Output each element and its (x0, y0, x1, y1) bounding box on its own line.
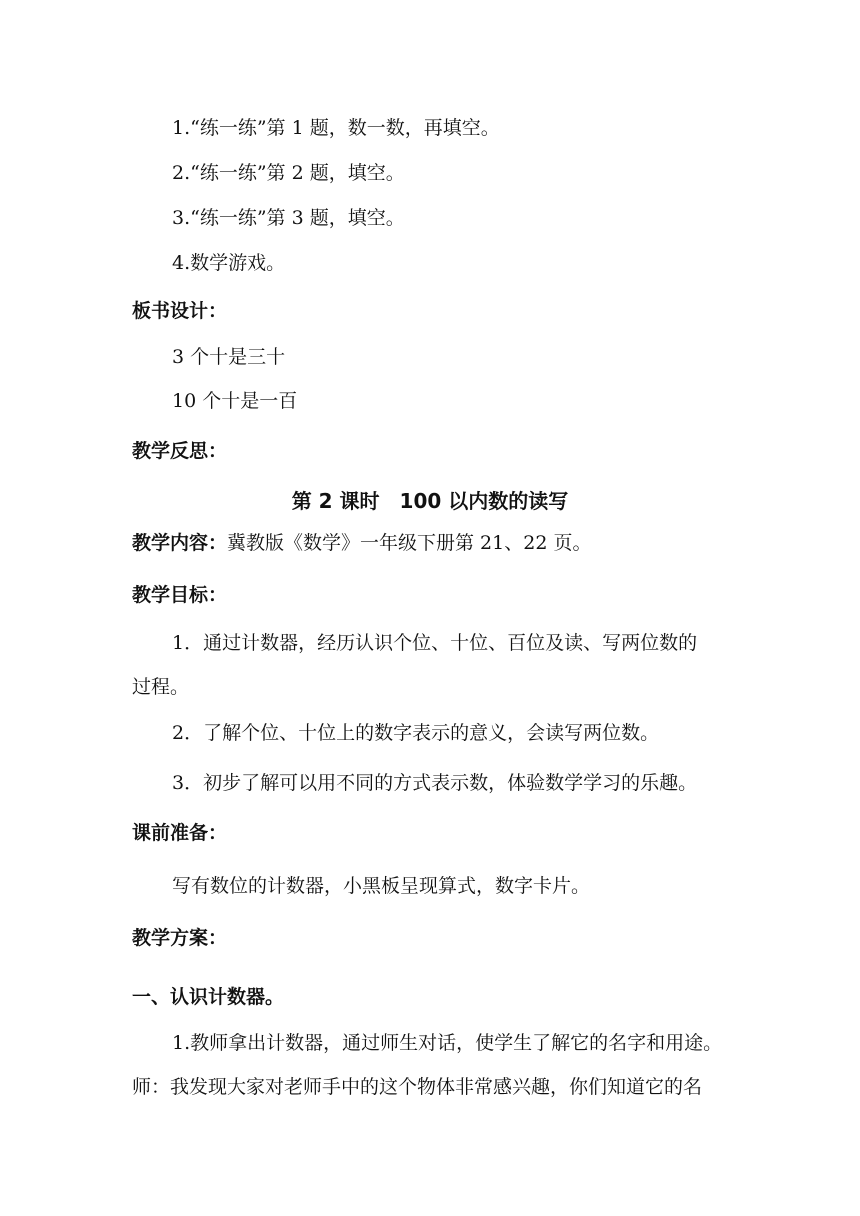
prep-text: 写有数位的计数器，小黑板呈现算式，数字卡片。 (172, 875, 591, 897)
content-text: 冀教版《数学》一年级下册第 21、22 页。 (227, 532, 592, 554)
reflection-heading: 教学反思： (132, 440, 228, 462)
plan-heading: 教学方案： (132, 927, 228, 949)
section-1-heading: 一、认识计数器。 (132, 986, 285, 1008)
section-1-line-2: 师：我发现大家对老师手中的这个物体非常感兴趣，你们知道它的名 (132, 1076, 703, 1098)
practice-item-1: 1.“练一练”第 1 题，数一数，再填空。 (172, 117, 500, 139)
goals-heading: 教学目标： (132, 584, 228, 606)
practice-item-2: 2.“练一练”第 2 题，填空。 (172, 162, 405, 184)
goal-3: 3．初步了解可以用不同的方式表示数，体验数学学习的乐趣。 (172, 772, 698, 794)
goal-1-line-1: 1．通过计数器，经历认识个位、十位、百位及读、写两位数的 (172, 632, 698, 654)
board-design-heading: 板书设计： (132, 300, 228, 322)
prep-heading: 课前准备： (132, 822, 228, 844)
practice-item-4: 4.数学游戏。 (172, 252, 286, 274)
section-1-line-1: 1.教师拿出计数器，通过师生对话，使学生了解它的名字和用途。 (172, 1032, 723, 1054)
lesson-title: 第 2 课时 100 以内数的读写 (291, 489, 569, 513)
board-line-1: 3 个十是三十 (172, 346, 286, 368)
board-line-2: 10 个十是一百 (172, 390, 298, 412)
practice-item-3: 3.“练一练”第 3 题，填空。 (172, 207, 405, 229)
goal-2: 2．了解个位、十位上的数字表示的意义，会读写两位数。 (172, 722, 660, 744)
goal-1-line-2: 过程。 (132, 676, 190, 698)
content-line (132, 530, 591, 556)
content-label: 教学内容： (132, 532, 228, 554)
